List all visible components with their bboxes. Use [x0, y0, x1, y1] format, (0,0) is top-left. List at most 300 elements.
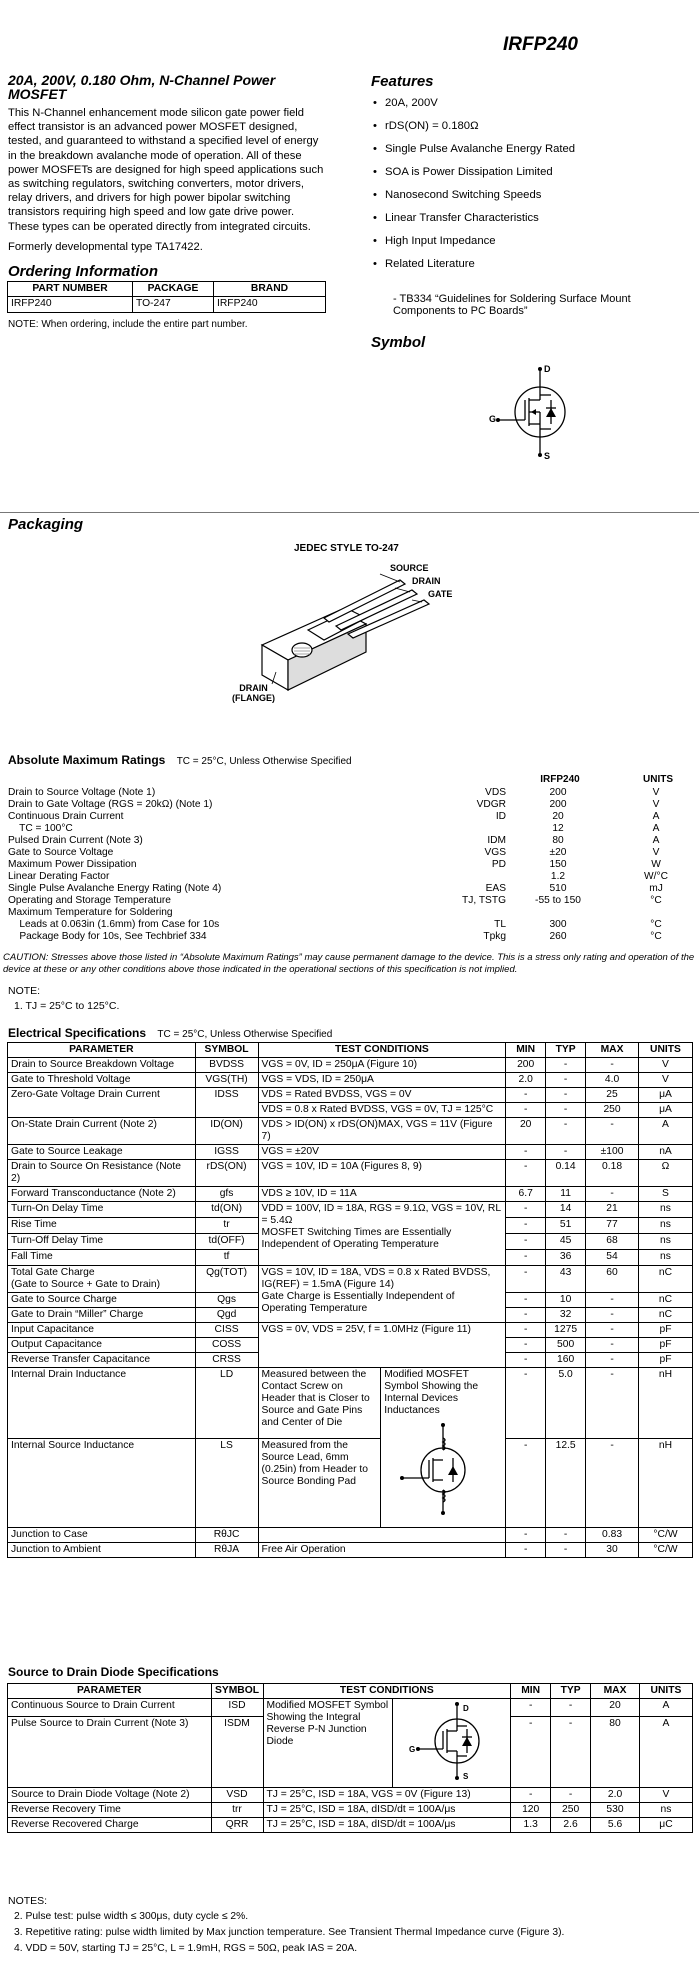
amr-unit: A: [652, 811, 660, 822]
elec-condition: TC = 25°C, Unless Otherwise Specified: [157, 1029, 333, 1040]
param-symbol: Qgd: [195, 1308, 258, 1323]
amr-unit: V: [652, 799, 660, 810]
typ-value: -: [546, 1103, 586, 1118]
diode-d-label: D: [463, 1704, 469, 1713]
max-value: 4.0: [586, 1073, 639, 1088]
param-label: Fall Time: [8, 1250, 196, 1266]
test-condition: VGS = VDS, ID = 250μA: [258, 1073, 506, 1088]
amr-label: Linear Derating Factor: [8, 871, 110, 882]
amr-row: [8, 895, 688, 907]
part-title: IRFP240: [503, 34, 578, 55]
diode-max: 80: [591, 1717, 640, 1788]
source-pin-label: SOURCE: [390, 563, 429, 573]
unit-value: nC: [638, 1308, 692, 1323]
unit-value: °C/W: [638, 1543, 692, 1558]
diode-min: 1.3: [511, 1818, 551, 1833]
param-symbol: td(OFF): [195, 1234, 258, 1250]
max-value: -: [586, 1353, 639, 1368]
unit-value: ns: [638, 1250, 692, 1266]
amr-unit: W: [651, 859, 661, 870]
param-symbol: IDSS: [195, 1088, 258, 1118]
table-row: [8, 1543, 693, 1558]
typ-value: 0.14: [546, 1160, 586, 1187]
typ-value: 10: [546, 1293, 586, 1308]
ordering-heading: Ordering Information: [8, 263, 158, 280]
min-value: -: [506, 1218, 546, 1234]
amr-unit: A: [652, 835, 660, 846]
param-label: Output Capacitance: [8, 1338, 196, 1353]
amr-value: 510: [549, 883, 567, 894]
feature-item: • Linear Transfer Characteristics: [373, 212, 693, 235]
diode-max: 530: [591, 1803, 640, 1818]
typ-value: 500: [546, 1338, 586, 1353]
table-row: [8, 1073, 693, 1088]
symbol-d-label: D: [544, 364, 551, 374]
formerly-note: Formerly developmental type TA17422.: [8, 241, 203, 253]
test-condition: VGS = 10V, ID = 10A (Figures 8, 9): [258, 1160, 506, 1187]
table-row: [8, 1058, 693, 1073]
param-label: Gate to Drain “Miller” Charge: [8, 1308, 196, 1323]
typ-value: 32: [546, 1308, 586, 1323]
amr-label: Operating and Storage Temperature: [8, 895, 171, 906]
amr-label: Drain to Gate Voltage (RGS = 20kΩ) (Note 1): [8, 799, 213, 810]
max-value: 68: [586, 1234, 639, 1250]
diode-col: TYP: [551, 1684, 591, 1699]
diode-symbol: trr: [211, 1803, 263, 1818]
diode-condition: TJ = 25°C, ISD = 18A, dISD/dt = 100A/μs: [263, 1803, 511, 1818]
elec-col: MAX: [586, 1043, 639, 1058]
max-value: 250: [586, 1103, 639, 1118]
intro-heading: 20A, 200V, 0.180 Ohm, N-Channel Power MOSFET: [8, 72, 276, 102]
min-value: -: [506, 1323, 546, 1338]
param-label: On-State Drain Current (Note 2): [8, 1118, 196, 1145]
amr-unit: °C: [650, 919, 662, 930]
table-row: [8, 1160, 693, 1187]
param-label: Gate to Source Leakage: [8, 1145, 196, 1160]
max-value: 30: [586, 1543, 639, 1558]
amr-value: -55 to 150: [535, 895, 581, 906]
typ-value: -: [546, 1528, 586, 1543]
amr-title: [8, 753, 352, 767]
min-value: 2.0: [506, 1073, 546, 1088]
amr-label: Package Body for 10s, See Techbrief 334: [8, 931, 207, 942]
elec-col: PARAMETER: [8, 1043, 196, 1058]
amr-row: [8, 823, 688, 835]
typ-value: 160: [546, 1353, 586, 1368]
min-value: -: [506, 1088, 546, 1103]
amr-unit: mJ: [649, 883, 663, 894]
amr-row: [8, 847, 688, 859]
diode-typ: -: [551, 1788, 591, 1803]
diode-max: 5.6: [591, 1818, 640, 1833]
note-item: 2. Pulse test: pulse width ≤ 300μs, duty cycle ≤ 2%.: [14, 1911, 249, 1922]
diode-units: A: [639, 1699, 692, 1717]
note-item: 3. Repetitive rating: pulse width limited by Max junction temperature. See Transient Thermal Impedance curve (Figure 3).: [14, 1927, 565, 1938]
drain-flange-label: DRAIN (FLANGE): [232, 683, 275, 703]
notes-title: NOTES:: [8, 1895, 48, 1907]
diode-spec-table: [7, 1683, 693, 1833]
amr-row: [8, 871, 688, 883]
param-symbol: gfs: [195, 1187, 258, 1202]
gate-pin-label: GATE: [428, 589, 453, 599]
ordering-cell: IRFP240: [8, 297, 133, 313]
diode-col: MIN: [511, 1684, 551, 1699]
max-value: -: [586, 1368, 639, 1439]
amr-row: [8, 799, 688, 811]
max-value: -: [586, 1293, 639, 1308]
amr-label: TC = 100°C: [8, 823, 73, 834]
param-label: Gate to Source Charge: [8, 1293, 196, 1308]
package-style-label: JEDEC STYLE TO-247: [294, 543, 399, 554]
inductance-symbol-desc: Modified MOSFET Symbol Showing the Internal Devices Inductances: [384, 1369, 479, 1416]
min-value: -: [506, 1266, 546, 1293]
amr-row: [8, 811, 688, 823]
amr-value: 1.2: [550, 871, 566, 882]
param-symbol: Qg(TOT): [195, 1266, 258, 1293]
feature-item: • Nanosecond Switching Speeds: [373, 189, 693, 212]
table-row: [8, 1699, 693, 1717]
amr-unit: A: [652, 823, 660, 834]
test-condition: VDS = Rated BVDSS, VGS = 0V: [258, 1088, 506, 1103]
amr-col-part: IRFP240: [540, 774, 580, 785]
typ-value: 36: [546, 1250, 586, 1266]
amr-value: 260: [549, 931, 567, 942]
unit-value: μA: [638, 1088, 692, 1103]
symbol-g-label: G: [489, 414, 497, 424]
diode-units: μC: [639, 1818, 692, 1833]
test-condition: VGS = 0V, VDS = 25V, f = 1.0MHz (Figure 11): [258, 1323, 506, 1368]
table-row: [8, 1439, 693, 1528]
elec-heading: Electrical Specifications: [8, 1026, 147, 1040]
amr-col-units: UNITS: [643, 774, 673, 785]
elec-col: SYMBOL: [195, 1043, 258, 1058]
test-condition: VDS = 0.8 x Rated BVDSS, VGS = 0V, TJ = 125°C: [258, 1103, 506, 1118]
diode-symbol: ISD: [211, 1699, 263, 1717]
typ-value: -: [546, 1088, 586, 1103]
to247-package-drawing: [240, 560, 480, 710]
typ-value: -: [546, 1543, 586, 1558]
elec-col: TEST CONDITIONS: [258, 1043, 506, 1058]
min-value: -: [506, 1202, 546, 1218]
unit-value: ns: [638, 1202, 692, 1218]
unit-value: Ω: [638, 1160, 692, 1187]
diode-symbol: VSD: [211, 1788, 263, 1803]
param-symbol: td(ON): [195, 1202, 258, 1218]
mosfet-symbol: [485, 362, 585, 462]
diode-param: Pulse Source to Drain Current (Note 3): [8, 1717, 212, 1788]
inductance-symbol-cell: [381, 1368, 506, 1528]
feature-item: • rDS(ON) = 0.180Ω: [373, 120, 693, 143]
table-row: [8, 1368, 693, 1439]
ordering-cell: IRFP240: [214, 297, 326, 313]
min-value: 20: [506, 1118, 546, 1145]
test-condition: VDD = 100V, ID ≈ 18A, RGS = 9.1Ω, VGS = 10V, RL = 5.4Ω MOSFET Switching Times are Essentially Independent of Operating Temperature: [258, 1202, 506, 1266]
unit-value: ns: [638, 1234, 692, 1250]
unit-value: pF: [638, 1338, 692, 1353]
feature-item: • High Input Impedance: [373, 235, 693, 258]
amr-symbol: TJ, TSTG: [462, 895, 506, 906]
amr-label: Drain to Source Voltage (Note 1): [8, 787, 156, 798]
min-value: -: [506, 1439, 546, 1528]
elec-col: UNITS: [638, 1043, 692, 1058]
typ-value: -: [546, 1145, 586, 1160]
diode-g-label: G: [409, 1745, 416, 1754]
max-value: 54: [586, 1250, 639, 1266]
table-row: [8, 1818, 693, 1833]
amr-row: [8, 859, 688, 871]
max-value: -: [586, 1118, 639, 1145]
min-value: -: [506, 1234, 546, 1250]
ordering-table: [7, 281, 326, 313]
amr-label: Gate to Source Voltage: [8, 847, 114, 858]
param-symbol: LS: [195, 1439, 258, 1528]
features-list: [373, 97, 693, 272]
max-value: 60: [586, 1266, 639, 1293]
test-condition: [258, 1528, 506, 1543]
mosfet-inductance-symbol: [381, 1418, 501, 1518]
amr-symbol: VDGR: [476, 799, 506, 810]
diode-min: -: [511, 1699, 551, 1717]
electrical-spec-table: [7, 1042, 693, 1558]
table-row: [8, 1323, 693, 1338]
diode-param: Continuous Source to Drain Current: [8, 1699, 212, 1717]
diode-typ: -: [551, 1699, 591, 1717]
unit-value: V: [638, 1058, 692, 1073]
diode-condition: TJ = 25°C, ISD = 18A, dISD/dt = 100A/μs: [263, 1818, 511, 1833]
unit-value: nC: [638, 1266, 692, 1293]
amr-row: [8, 931, 688, 943]
amr-row: [8, 787, 688, 799]
min-value: -: [506, 1543, 546, 1558]
amr-note-title: NOTE:: [8, 985, 41, 997]
amr-row: [8, 907, 688, 919]
param-symbol: COSS: [195, 1338, 258, 1353]
min-value: -: [506, 1250, 546, 1266]
drain-pin-label: DRAIN: [412, 576, 441, 586]
diode-max: 2.0: [591, 1788, 640, 1803]
param-label: Internal Drain Inductance: [8, 1368, 196, 1439]
feature-sub-item: - TB334 “Guidelines for Soldering Surface Mount Components to PC Boards”: [393, 293, 631, 317]
diode-min: -: [511, 1788, 551, 1803]
param-label: Rise Time: [8, 1218, 196, 1234]
amr-unit: W/°C: [644, 871, 668, 882]
amr-symbol: PD: [491, 859, 506, 870]
diode-condition: TJ = 25°C, ISD = 18A, VGS = 0V (Figure 13): [263, 1788, 511, 1803]
typ-value: 14: [546, 1202, 586, 1218]
amr-symbol: VGS: [484, 847, 506, 858]
diode-param: Source to Drain Diode Voltage (Note 2): [8, 1788, 212, 1803]
min-value: -: [506, 1160, 546, 1187]
max-value: -: [586, 1058, 639, 1073]
amr-value: 200: [549, 799, 567, 810]
diode-param: Reverse Recovered Charge: [8, 1818, 212, 1833]
elec-title: [8, 1026, 332, 1040]
unit-value: nH: [638, 1368, 692, 1439]
table-row: [8, 1803, 693, 1818]
elec-col: TYP: [546, 1043, 586, 1058]
param-symbol: CRSS: [195, 1353, 258, 1368]
diode-symbol: ISDM: [211, 1717, 263, 1788]
max-value: -: [586, 1439, 639, 1528]
unit-value: pF: [638, 1353, 692, 1368]
amr-value: ±20: [549, 847, 567, 858]
diode-col: PARAMETER: [8, 1684, 212, 1699]
typ-value: -: [546, 1073, 586, 1088]
typ-value: 43: [546, 1266, 586, 1293]
amr-label: Continuous Drain Current: [8, 811, 124, 822]
param-label: Turn-On Delay Time: [8, 1202, 196, 1218]
unit-value: V: [638, 1073, 692, 1088]
diode-symbol-cell: [393, 1699, 511, 1788]
typ-value: 51: [546, 1218, 586, 1234]
param-symbol: Qgs: [195, 1293, 258, 1308]
max-value: 21: [586, 1202, 639, 1218]
param-label: Gate to Threshold Voltage: [8, 1073, 196, 1088]
diode-min: -: [511, 1717, 551, 1788]
param-symbol: RθJC: [195, 1528, 258, 1543]
feature-item: • Related Literature: [373, 258, 693, 272]
amr-unit: V: [652, 787, 660, 798]
min-value: -: [506, 1308, 546, 1323]
amr-row: [8, 919, 688, 931]
test-condition: VDS ≥ 10V, ID = 11A: [258, 1187, 506, 1202]
mosfet-diode-symbol: [393, 1699, 509, 1783]
feature-item: • SOA is Power Dissipation Limited: [373, 166, 693, 189]
ordering-col: PACKAGE: [133, 282, 214, 297]
param-symbol: ID(ON): [195, 1118, 258, 1145]
max-value: -: [586, 1187, 639, 1202]
table-row: [8, 1266, 693, 1293]
feature-item: • 20A, 200V: [373, 97, 693, 120]
diode-units: A: [639, 1717, 692, 1788]
typ-value: 1275: [546, 1323, 586, 1338]
diode-col: TEST CONDITIONS: [263, 1684, 511, 1699]
max-value: 0.83: [586, 1528, 639, 1543]
diode-typ: 250: [551, 1803, 591, 1818]
amr-value: 80: [552, 835, 564, 846]
unit-value: μA: [638, 1103, 692, 1118]
amr-heading: Absolute Maximum Ratings: [8, 753, 166, 767]
diode-col: SYMBOL: [211, 1684, 263, 1699]
test-condition: Measured between the Contact Screw on Header that is Closer to Source and Gate Pins and Center of Die: [258, 1368, 381, 1439]
param-label: Junction to Ambient: [8, 1543, 196, 1558]
param-label: Zero-Gate Voltage Drain Current: [8, 1088, 196, 1118]
amr-unit: °C: [650, 895, 662, 906]
param-symbol: tf: [195, 1250, 258, 1266]
param-label: Turn-Off Delay Time: [8, 1234, 196, 1250]
typ-value: -: [546, 1058, 586, 1073]
param-symbol: VGS(TH): [195, 1073, 258, 1088]
max-value: -: [586, 1308, 639, 1323]
amr-label: Maximum Power Dissipation: [8, 859, 137, 870]
unit-value: pF: [638, 1323, 692, 1338]
param-label: Reverse Transfer Capacitance: [8, 1353, 196, 1368]
amr-unit: °C: [650, 931, 662, 942]
test-condition: VGS = 0V, ID = 250μA (Figure 10): [258, 1058, 506, 1073]
param-label: Input Capacitance: [8, 1323, 196, 1338]
amr-symbol: VDS: [485, 787, 506, 798]
table-row: [8, 1788, 693, 1803]
diode-min: 120: [511, 1803, 551, 1818]
param-label: Drain to Source On Resistance (Note 2): [8, 1160, 196, 1187]
section-divider: [0, 512, 699, 513]
test-condition: VDS > ID(ON) x rDS(ON)MAX, VGS = 11V (Figure 7): [258, 1118, 506, 1145]
note-item: 4. VDD = 50V, starting TJ = 25°C, L = 1.9mH, RGS = 50Ω, peak IAS = 20A.: [14, 1943, 358, 1954]
diode-typ: 2.6: [551, 1818, 591, 1833]
intro-paragraph: This N-Channel enhancement mode silicon gate power field effect transistor is an advanced power MOSFET designed, tested, and guaranteed to withstand a specified level of energy in the breakdown avalanche mode of operation. All of these power MOSFETs are designed for high speed applications such as switching regulators, switching converters, motor drivers, relay drivers, and drivers for high power bipolar switching transistors requiring high speed and low gate drive power. These types can be operated directly from integrated circuits.: [8, 107, 324, 233]
amr-symbol: ID: [495, 811, 506, 822]
typ-value: 11: [546, 1187, 586, 1202]
unit-value: S: [638, 1187, 692, 1202]
typ-value: 12.5: [546, 1439, 586, 1528]
amr-label: Single Pulse Avalanche Energy Rating (Note 4): [8, 883, 222, 894]
diode-col: MAX: [591, 1684, 640, 1699]
min-value: 200: [506, 1058, 546, 1073]
unit-value: nA: [638, 1145, 692, 1160]
unit-value: °C/W: [638, 1528, 692, 1543]
diode-units: V: [639, 1788, 692, 1803]
amr-row: [8, 835, 688, 847]
ordering-col: PART NUMBER: [8, 282, 133, 297]
diode-col: UNITS: [639, 1684, 692, 1699]
diode-symbol: QRR: [211, 1818, 263, 1833]
table-row: [8, 1118, 693, 1145]
table-row: [8, 1202, 693, 1218]
param-label: Internal Source Inductance: [8, 1439, 196, 1528]
table-row: [8, 1528, 693, 1543]
test-condition: Free Air Operation: [258, 1543, 506, 1558]
caution-text: CAUTION: Stresses above those listed in “Absolute Maximum Ratings” may cause permanent damage to the device. This is a stress only rating and operation of the device at these or any other conditions above those indicated in the operational sections of this specification is not implied.: [3, 952, 695, 975]
max-value: 0.18: [586, 1160, 639, 1187]
ordering-cell: TO-247: [133, 297, 214, 313]
amr-symbol: Tpkg: [483, 931, 506, 942]
feature-item: • Single Pulse Avalanche Energy Rated: [373, 143, 693, 166]
amr-value: 300: [549, 919, 567, 930]
amr-symbol: IDM: [487, 835, 506, 846]
test-condition: VGS = ±20V: [258, 1145, 506, 1160]
amr-condition: TC = 25°C, Unless Otherwise Specified: [176, 756, 352, 767]
min-value: -: [506, 1353, 546, 1368]
unit-value: ns: [638, 1218, 692, 1234]
param-symbol: tr: [195, 1218, 258, 1234]
param-label: Junction to Case: [8, 1528, 196, 1543]
diode-param: Reverse Recovery Time: [8, 1803, 212, 1818]
symbol-heading: Symbol: [371, 334, 426, 351]
amr-symbol: EAS: [485, 883, 506, 894]
amr-unit: V: [652, 847, 660, 858]
param-symbol: LD: [195, 1368, 258, 1439]
param-symbol: IGSS: [195, 1145, 258, 1160]
param-symbol: RθJA: [195, 1543, 258, 1558]
min-value: -: [506, 1528, 546, 1543]
max-value: -: [586, 1323, 639, 1338]
min-value: -: [506, 1293, 546, 1308]
max-value: -: [586, 1338, 639, 1353]
typ-value: 5.0: [546, 1368, 586, 1439]
param-label: Total Gate Charge (Gate to Source + Gate to Drain): [8, 1266, 196, 1293]
typ-value: 45: [546, 1234, 586, 1250]
ordering-col: BRAND: [214, 282, 326, 297]
diode-symbol-desc: Modified MOSFET Symbol Showing the Integral Reverse P-N Junction Diode: [263, 1699, 393, 1788]
param-symbol: CISS: [195, 1323, 258, 1338]
packaging-heading: Packaging: [8, 516, 84, 533]
diode-typ: -: [551, 1717, 591, 1788]
table-row: [8, 1088, 693, 1103]
diode-heading: Source to Drain Diode Specifications: [8, 1665, 219, 1679]
typ-value: -: [546, 1118, 586, 1145]
unit-value: nC: [638, 1293, 692, 1308]
table-row: [8, 1187, 693, 1202]
